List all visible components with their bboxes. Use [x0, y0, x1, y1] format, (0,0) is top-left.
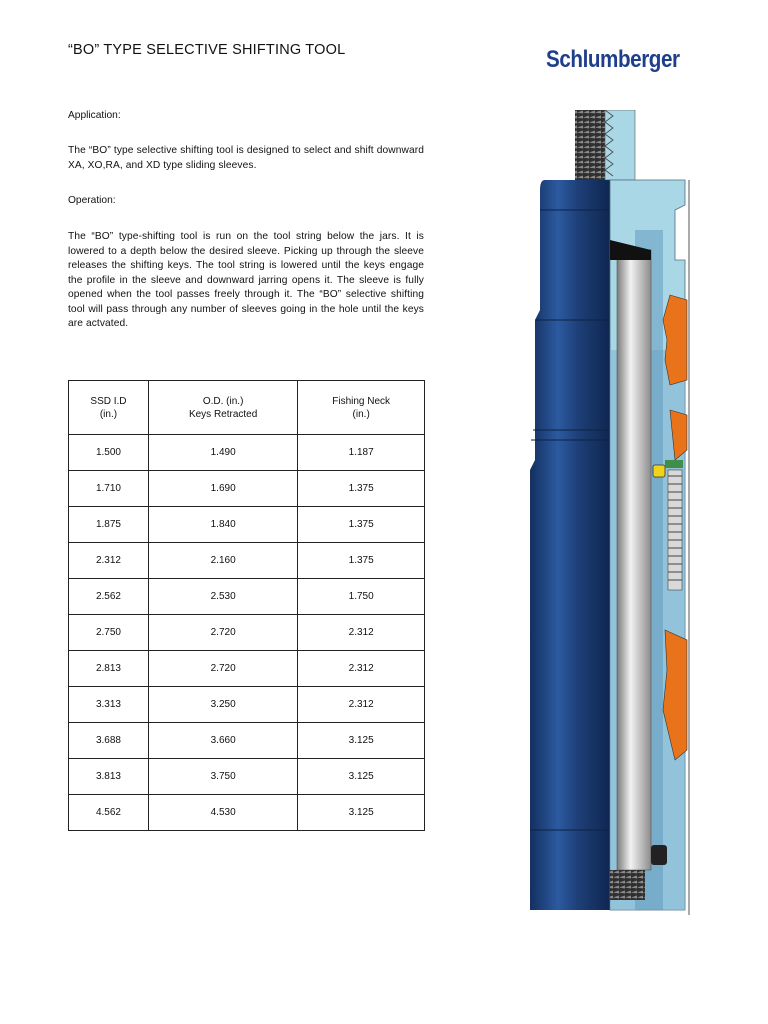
tool-body	[530, 180, 610, 910]
table-row	[69, 471, 425, 507]
table-cell: 1.710	[69, 471, 149, 507]
column-header-line: (in.)	[352, 408, 370, 420]
application-heading: Application:	[68, 110, 121, 121]
table-row	[69, 543, 425, 579]
table-cell: 3.250	[148, 687, 297, 723]
table-cell: 3.813	[69, 759, 149, 795]
table-cell: 2.720	[148, 615, 297, 651]
operation-heading: Operation:	[68, 195, 116, 206]
table-row	[69, 687, 425, 723]
table-cell: 1.375	[298, 471, 425, 507]
retainer-ring	[665, 460, 683, 468]
table-cell: 1.690	[148, 471, 297, 507]
column-header-od	[148, 381, 297, 435]
column-header-fishing-neck	[298, 381, 425, 435]
table-row	[69, 435, 425, 471]
table-row	[69, 615, 425, 651]
column-header-line: Fishing Neck	[332, 395, 391, 407]
table-cell: 3.125	[298, 795, 425, 831]
table-cell: 3.660	[148, 723, 297, 759]
table-cell: 1.375	[298, 507, 425, 543]
table-cell: 1.875	[69, 507, 149, 543]
table-cell: 1.840	[148, 507, 297, 543]
table-header-row	[69, 381, 425, 435]
column-header-line: O.D. (in.)	[202, 395, 244, 407]
table-row	[69, 579, 425, 615]
table-cell: 2.813	[69, 651, 149, 687]
table-cell: 1.490	[148, 435, 297, 471]
table-cell: 2.160	[148, 543, 297, 579]
table-cell: 2.312	[69, 543, 149, 579]
table-cell: 1.187	[298, 435, 425, 471]
schlumberger-logo: Schlumberger	[546, 46, 680, 73]
table-cell: 3.313	[69, 687, 149, 723]
table-cell: 2.562	[69, 579, 149, 615]
spring-coil	[668, 470, 682, 590]
column-header-ssd-id	[69, 381, 149, 435]
table-cell: 2.312	[298, 651, 425, 687]
central-mandrel	[617, 250, 651, 870]
table-row	[69, 723, 425, 759]
table-cell: 3.125	[298, 723, 425, 759]
table-cell: 3.750	[148, 759, 297, 795]
operation-text: The “BO” type-shifting tool is run on the tool string below the jars. It is lowered to a depth below the desired sleeve. Picking up through the sleeve releases the shifting keys. The tool string is lowered until the keys engage the profile in the sleeve and downward jarring opens it. The sleeve is fully opened when the tool passes freely through it. The “BO” selective shifting tool will pass through any number of sleeves going in the hole until the keys are actvated.	[68, 231, 424, 329]
column-header-line: (in.)	[99, 408, 118, 420]
table-row	[69, 651, 425, 687]
table-row	[69, 795, 425, 831]
top-thread-pin	[575, 110, 635, 180]
application-text: The “BO” type selective shifting tool is designed to select and shift downward XA, XO,RA, and XD type sliding sleeves.	[68, 145, 424, 171]
bottom-thread	[610, 870, 645, 900]
table-cell: 1.500	[69, 435, 149, 471]
page-title: “BO” TYPE SELECTIVE SHIFTING TOOL	[68, 42, 346, 58]
table-cell: 3.125	[298, 759, 425, 795]
detent-pin	[653, 465, 665, 477]
table-row	[69, 507, 425, 543]
shifting-tool-illustration	[505, 110, 695, 915]
table-cell: 2.530	[148, 579, 297, 615]
table-cell: 2.720	[148, 651, 297, 687]
table-cell: 4.530	[148, 795, 297, 831]
table-cell: 1.750	[298, 579, 425, 615]
table-cell: 2.312	[298, 615, 425, 651]
column-header-line: SSD I.D	[90, 395, 127, 407]
bottom-set-screw	[651, 845, 667, 865]
table-cell: 2.750	[69, 615, 149, 651]
table-cell: 3.688	[69, 723, 149, 759]
spec-table	[68, 380, 425, 831]
table-cell: 1.375	[298, 543, 425, 579]
table-cell: 4.562	[69, 795, 149, 831]
column-header-line: Keys Retracted	[188, 408, 258, 420]
table-row	[69, 759, 425, 795]
table-cell: 2.312	[298, 687, 425, 723]
